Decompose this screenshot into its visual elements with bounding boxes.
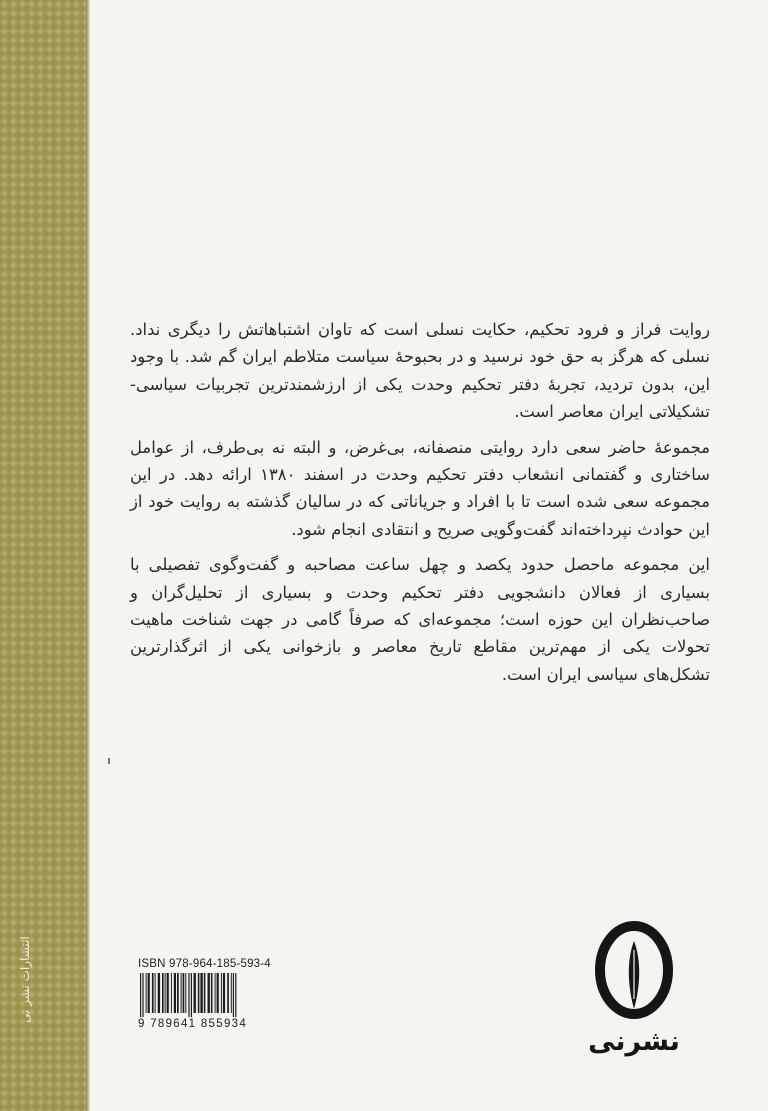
isbn-label: ISBN 978-964-185-593-4 — [138, 958, 271, 970]
barcode-bar — [185, 973, 186, 1013]
barcode-bar — [152, 973, 154, 1013]
barcode-bar — [217, 973, 219, 1013]
barcode-bar — [171, 973, 172, 1013]
barcode-bar — [167, 973, 169, 1013]
blurb-paragraph-3: این مجموعه ماحصل حدود یکصد و چهل ساعت مصاحبه و گفت‌وگوی تفصیلی با بسیاری از فعالان دانشجویی دفتر تحکیم وحدت و بسیاری از تحلیل‌گران و صاحب‌نظران این حوزه است؛ مجموعه‌ای که صرفاً گامی در جهت شناخت ماهیت تحولات یکی از مهم‌ترین مقاطع تاریخ معاصر و بازخوانی یکی از اثرگذارترین تشکل‌های سیاسی ایران است. — [130, 555, 710, 684]
barcode-bar — [188, 973, 189, 1017]
barcode-bar — [191, 973, 192, 1017]
barcode-bar — [200, 973, 202, 1013]
publisher-logo — [584, 919, 684, 1059]
back-cover-blurb — [130, 316, 710, 696]
barcode-number: 9 789641 855934 — [138, 1018, 248, 1030]
barcode-bar — [142, 973, 143, 1017]
barcode-bar — [148, 973, 150, 1013]
barcode-bar — [215, 973, 216, 1013]
blurb-paragraph-1: روایت فراز و فرود تحکیم، حکایت نسلی است که تاوان اشتباهاتش را دیگری نداد. نسلی که هرگز به حق خود نرسید و در بحبوحهٔ سیاست متلاطم ایران گم شد. با وجود این، بدون تردید، تجربهٔ دفتر تحکیم وحدت یکی از ارزشمندترین تجربیات سیاسی-تشکیلاتی ایران معاصر است. — [130, 320, 710, 422]
publisher-name: نشرنی — [588, 1026, 680, 1057]
barcode-bar — [233, 973, 234, 1017]
barcode-bar — [158, 973, 160, 1013]
barcode-bar — [223, 973, 225, 1013]
barcode-bar — [227, 973, 229, 1013]
barcode-bar — [162, 973, 164, 1013]
barcode-bar — [165, 973, 166, 1013]
reed-pen-logo-icon — [592, 919, 676, 1021]
barcode-bar — [204, 973, 206, 1013]
strip-edge-shadow — [86, 0, 90, 1111]
barcode-bar — [198, 973, 200, 1013]
barcode-bar — [155, 973, 156, 1013]
barcode-bar — [146, 973, 147, 1013]
barcode-bars — [138, 973, 280, 1017]
barcode-bar — [231, 973, 232, 1013]
barcode-bar — [181, 973, 182, 1013]
barcode-bar — [174, 973, 176, 1013]
barcode-bar — [211, 973, 213, 1013]
barcode-bar — [183, 973, 185, 1013]
blurb-paragraph-2: مجموعهٔ حاضر سعی دارد روایتی منصفانه، بی‌غرض، و البته نه بی‌طرف، از عوامل ساختاری و گفتمانی انشعاب دفتر تحکیم وحدت در اسفند ۱۳۸۰ ارائه دهد. در این مجموعه سعی شده است تا با افراد و جریاناتی که در سالیان گذشته به روایت خود از این حوادث نپرداخته‌اند گفت‌وگویی صریح و انتقادی انجام شود. — [130, 437, 711, 539]
barcode-bar — [235, 973, 236, 1017]
barcode-bar — [221, 973, 222, 1013]
side-signature: انتشارات نشر نی — [18, 936, 32, 1024]
barcode-bar — [177, 973, 179, 1013]
small-print-mark — [108, 758, 110, 764]
barcode-bar — [140, 973, 141, 1017]
barcode-bar — [194, 973, 196, 1013]
barcode-bar — [208, 973, 210, 1013]
isbn-barcode — [138, 958, 283, 1040]
